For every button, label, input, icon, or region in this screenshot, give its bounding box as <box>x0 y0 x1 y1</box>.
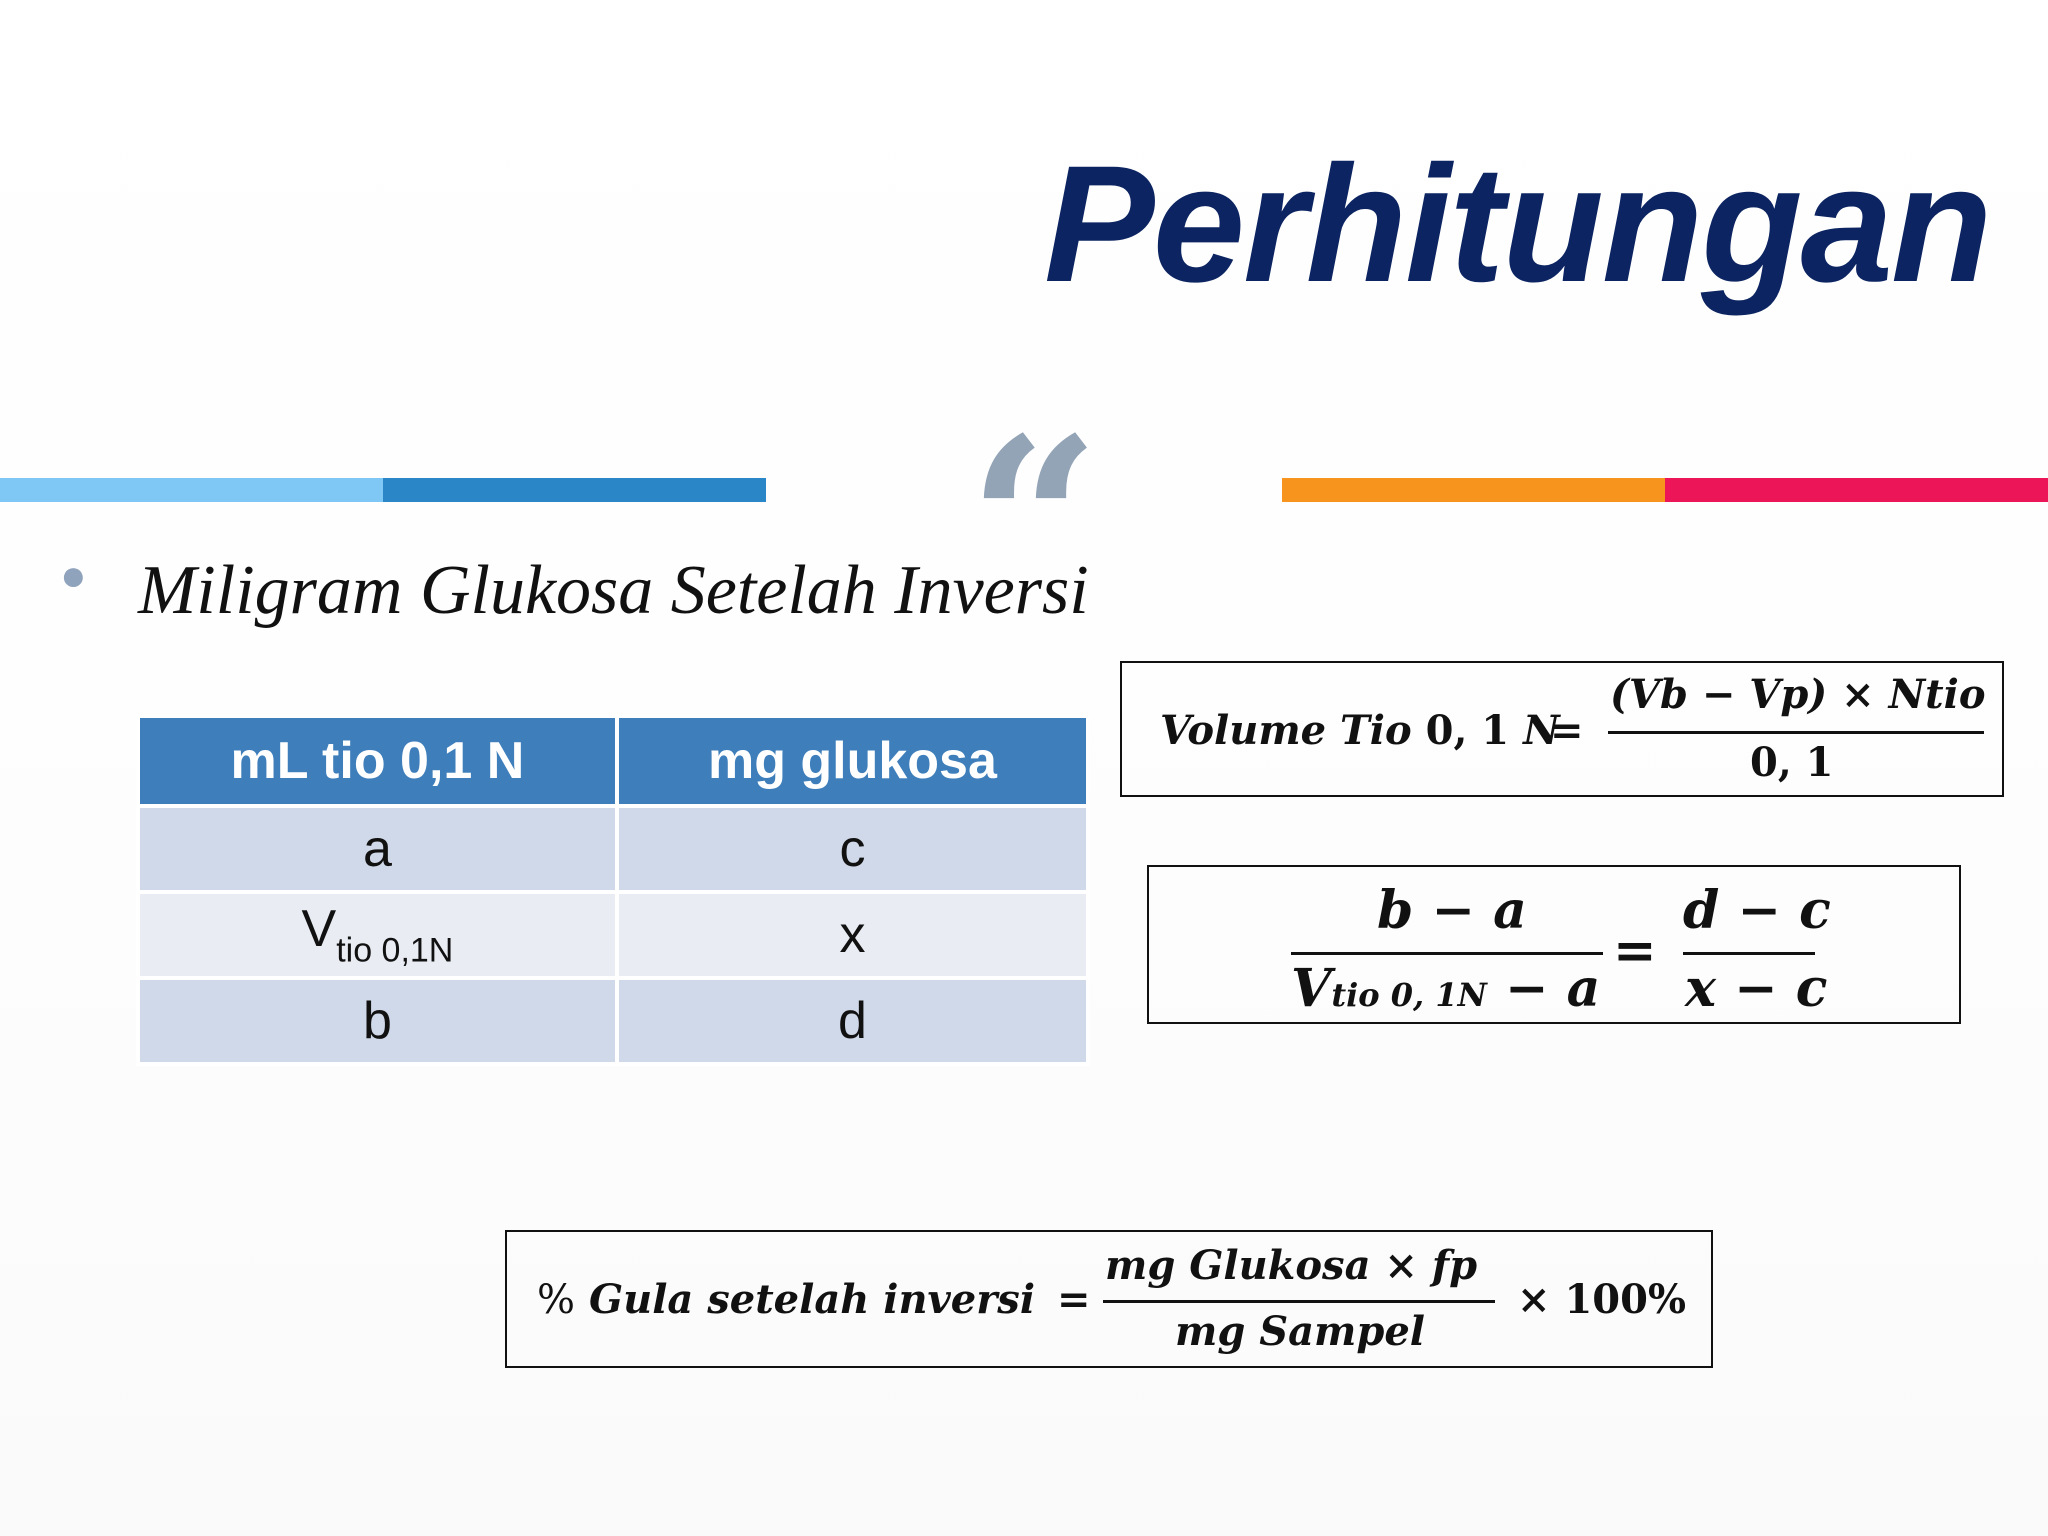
formula1-equals: = <box>1550 707 1584 754</box>
formula3-lhs: % Gula setelah inversi <box>537 1276 1036 1323</box>
bullet-heading: Miligram Glukosa Setelah Inversi <box>138 552 1089 629</box>
formula3-multiplier: × 100% <box>1517 1276 1686 1323</box>
accent-bar-red <box>1665 478 2048 502</box>
formula2-right-fraction-line <box>1683 952 1815 955</box>
table-cell: d <box>617 978 1088 1064</box>
table-row <box>138 892 1088 978</box>
table-cell: c <box>617 806 1088 892</box>
formula3-denominator: mg Sampel <box>1175 1308 1425 1355</box>
formula1-lhs: Volume Tio 0, 1 N <box>1160 707 1560 754</box>
slide-title: Perhitungan <box>1044 132 1991 317</box>
formula-percent-sugar-box <box>505 1230 1713 1368</box>
accent-bar-orange <box>1282 478 1665 502</box>
table-header-row <box>138 716 1088 806</box>
formula2-left-fraction-line <box>1291 952 1603 955</box>
table-header-ml-tio: mL tio 0,1 N <box>138 716 617 806</box>
bullet-icon: ● <box>60 551 87 600</box>
quote-mark-icon: “ <box>968 388 1101 658</box>
formula2-equals: = <box>1613 920 1657 981</box>
table-row <box>138 978 1088 1064</box>
formula2-right-denominator: x − c <box>1685 958 1828 1019</box>
formula1-denominator: 0, 1 <box>1750 739 1834 786</box>
table-cell: x <box>617 892 1088 978</box>
table-cell: a <box>138 806 617 892</box>
table-row <box>138 806 1088 892</box>
formula-proportion-box <box>1147 865 1961 1024</box>
accent-bar-blue <box>383 478 766 502</box>
formula2-right-numerator: d − c <box>1683 880 1831 941</box>
table-header-mg-glukosa: mg glukosa <box>617 716 1088 806</box>
accent-bar-light-blue <box>0 478 383 502</box>
data-table <box>136 714 1090 1066</box>
table-cell: b <box>138 978 617 1064</box>
formula1-numerator: (Vb − Vp) × Ntio <box>1610 671 1986 718</box>
formula2-left-denominator: Vtio 0, 1N − a <box>1291 958 1601 1019</box>
formula3-equals: = <box>1057 1276 1091 1323</box>
formula1-fraction-line <box>1608 731 1984 734</box>
formula2-left-numerator: b − a <box>1377 880 1527 941</box>
table-cell: $V_{tio 0,1N}$ <box>138 892 617 978</box>
formula-volume-tio-box <box>1120 661 2004 797</box>
formula3-fraction-line <box>1103 1300 1495 1303</box>
formula3-numerator: mg Glukosa × fp <box>1105 1242 1478 1289</box>
